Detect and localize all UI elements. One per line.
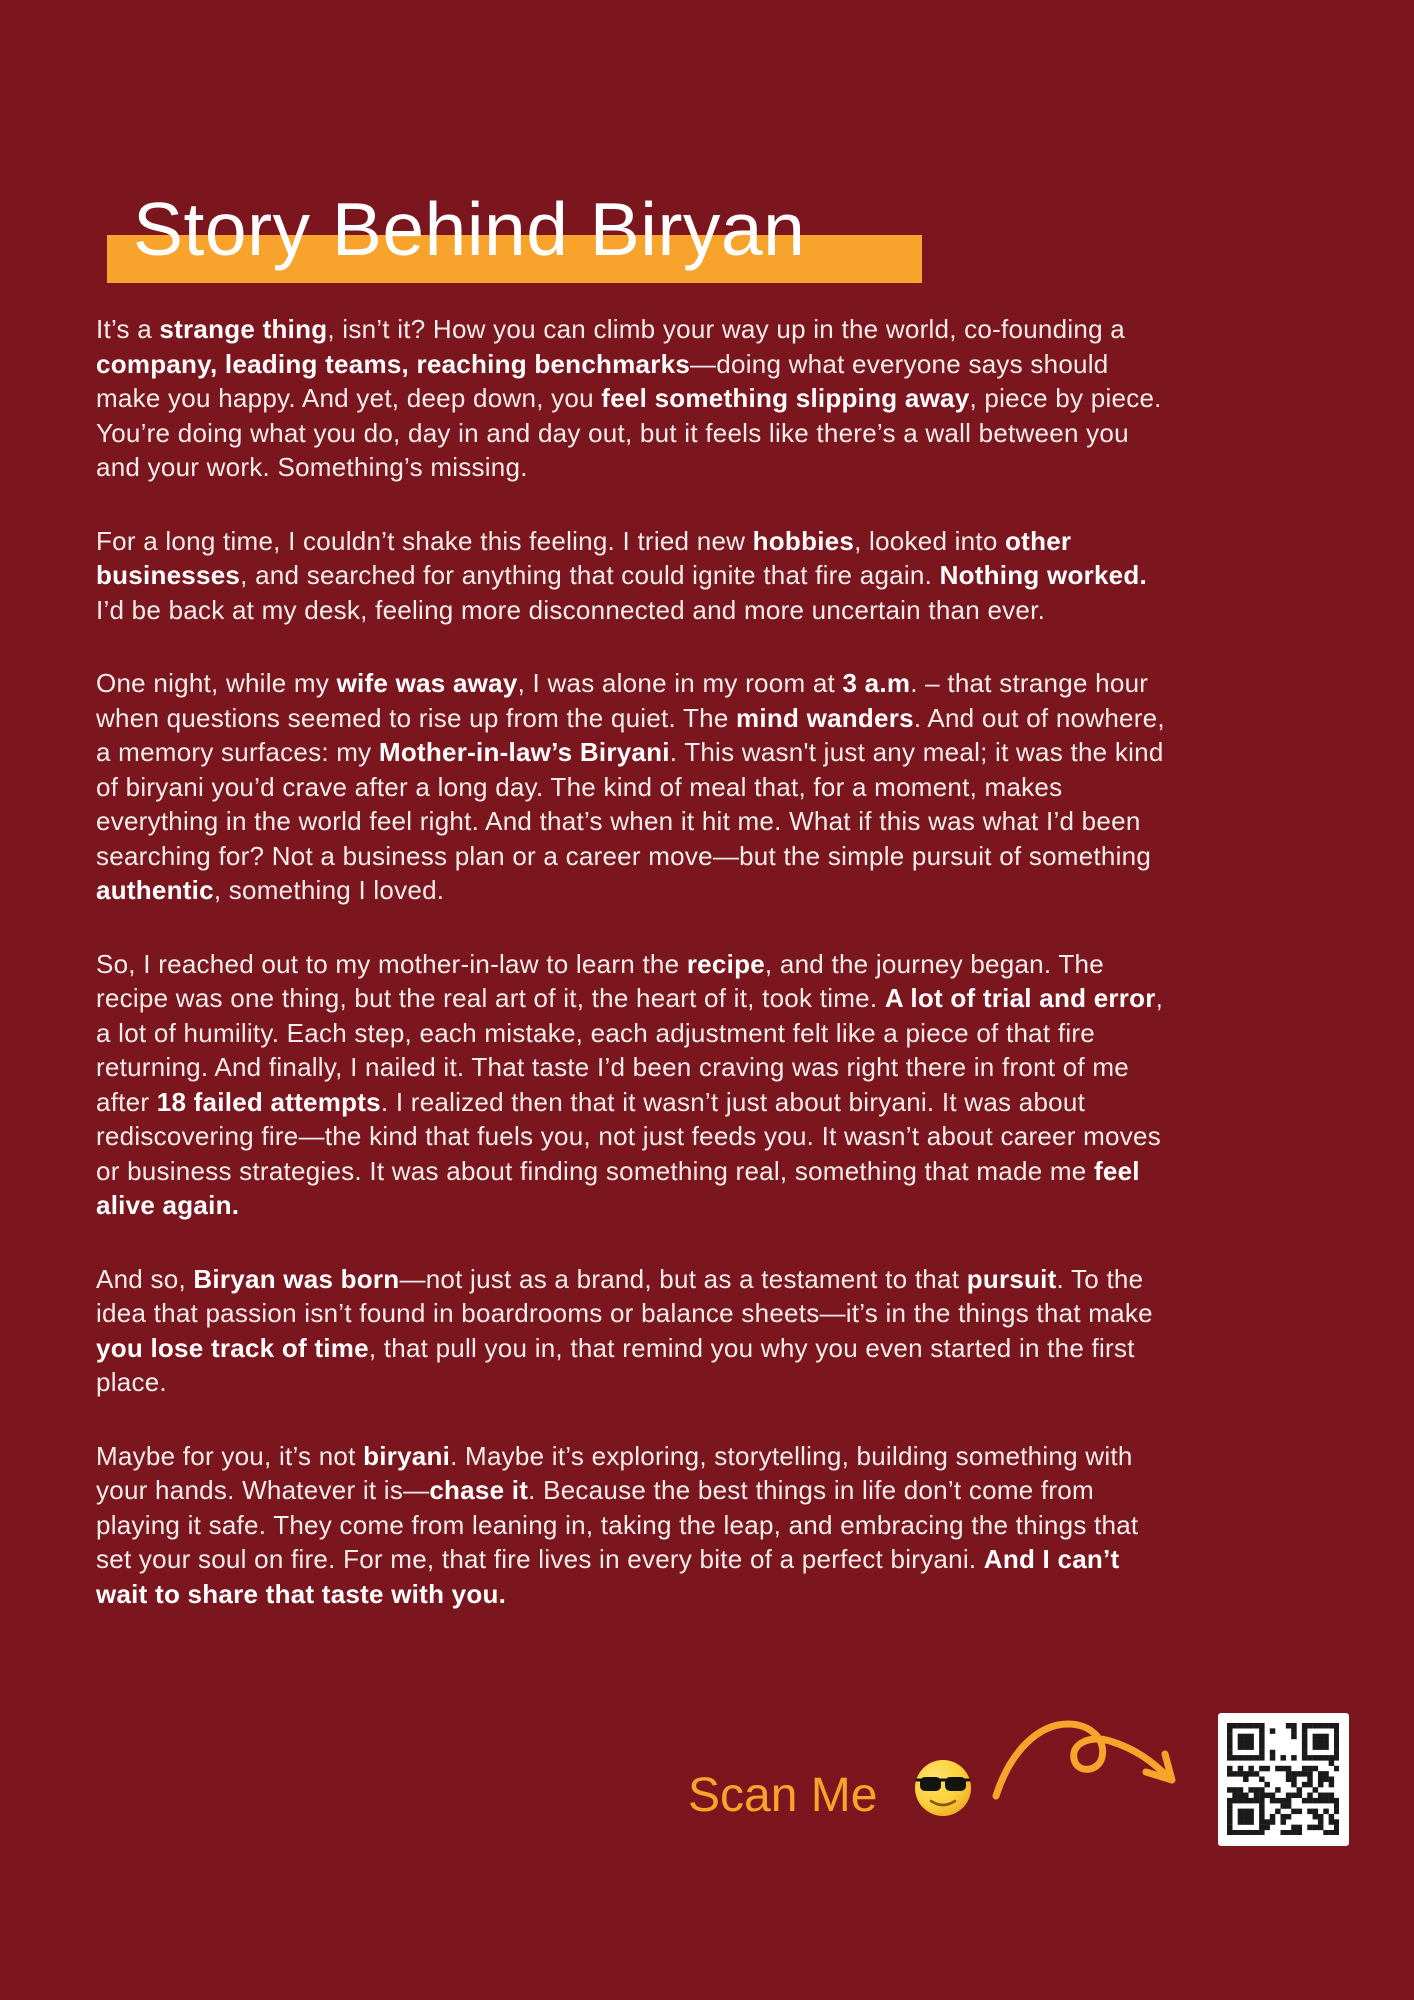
scan-me-label: Scan Me	[688, 1769, 878, 1822]
story-paragraph: One night, while my wife was away, I was alone in my room at 3 a.m. – that strange hour when questions seemed to rise up from the quiet. The mind wanders. And out of nowhere, a memory surfaces: my Mother-in-law’s Biryani. This wasn't just any meal; it was the kind of biryani you’d crave after a long day. The kind of meal that, for a moment, makes everything in the world feel right. And that’s when it hit me. What if this was what I’d been searching for? Not a business plan or a career move—but the simple pursuit of something authentic, something I loved.	[96, 668, 1165, 905]
page-title: Story Behind Biryan	[133, 187, 806, 271]
story-paragraphs	[96, 312, 1168, 1650]
story-paragraph: For a long time, I couldn’t shake this feeling. I tried new hobbies, looked into other businesses, and searched for anything that could ignite that fire again. Nothing worked. I’d be back at my desk, feeling more disconnected and more uncertain than ever.	[96, 525, 1147, 625]
sunglasses-emoji-icon	[913, 1758, 973, 1818]
story-paragraph: And so, Biryan was born—not just as a brand, but as a testament to that pursuit. To the idea that passion isn’t found in boardrooms or balance sheets—it’s in the things that make you lose track of time, that pull you in, that remind you why you even started in the first place.	[96, 1263, 1153, 1397]
qr-code	[1218, 1713, 1349, 1846]
story-paragraph: Maybe for you, it’s not biryani. Maybe it’s exploring, storytelling, building something with your hands. Whatever it is—chase it. Because the best things in life don’t come from playing it safe. They come from leaning in, taking the leap, and embracing the things that set your soul on fire. For me, that fire lives in every bite of a perfect biryani. And I can’t wait to share that taste with you.	[96, 1440, 1139, 1609]
story-paragraph: It’s a strange thing, isn’t it? How you can climb your way up in the world, co-founding a company, leading teams, reaching benchmarks—doing what everyone says should make you happy. And yet, deep down, you feel something slipping away, piece by piece. You’re doing what you do, day in and day out, but it feels like there’s a wall between you and your work. Something’s missing.	[96, 314, 1162, 482]
curved-arrow-icon	[988, 1710, 1188, 1802]
story-paragraph: So, I reached out to my mother-in-law to learn the recipe, and the journey began. The recipe was one thing, but the real art of it, the heart of it, took time. A lot of trial and error, a lot of humility. Each step, each mistake, each adjustment felt like a piece of that fire returning. And finally, I nailed it. That taste I’d been craving was right there in front of me after 18 failed attempts. I realized then that it wasn’t just about biryani. It was about rediscovering fire—the kind that fuels you, not just feeds you. It wasn’t about career moves or business strategies. It was about finding something real, something that made me feel alive again.	[96, 948, 1164, 1220]
